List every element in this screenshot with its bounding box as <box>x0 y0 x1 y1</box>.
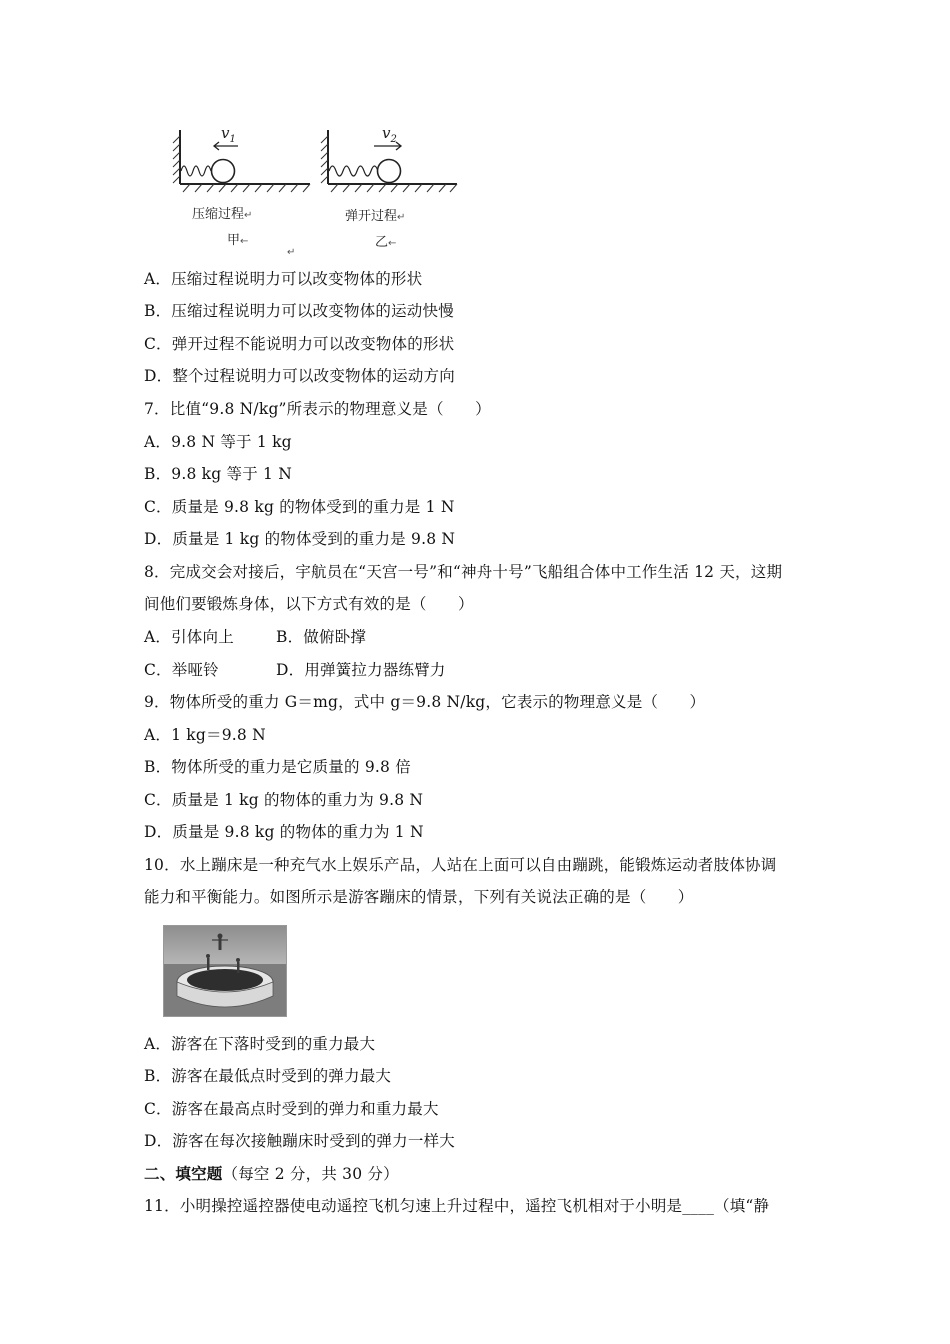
right-spring <box>329 166 378 176</box>
caption-jia: 甲← <box>227 233 249 248</box>
q10-option-a: A．游客在下落时受到的重力最大 <box>144 1035 376 1053</box>
q8-option-d: D．用弹簧拉力器练臂力 <box>276 661 446 679</box>
caption-compress: 压缩过程↵ <box>192 207 253 222</box>
q8-stem-line2: 间他们要锻炼身体，以下方式有效的是（ ） <box>144 595 474 613</box>
q9-option-a: A．1 kg＝9.8 N <box>144 726 266 744</box>
spring-figure <box>160 122 470 257</box>
caption-yi: 乙← <box>375 235 397 250</box>
q10-stem-line1: 10．水上蹦床是一种充气水上娱乐产品，人站在上面可以自由蹦跳，能锻炼运动者肢体协调 <box>144 856 777 874</box>
right-ball <box>378 160 401 183</box>
q6-option-b: B．压缩过程说明力可以改变物体的运动快慢 <box>144 302 454 320</box>
q7-option-c: C．质量是 9.8 kg 的物体受到的重力是 1 N <box>144 498 455 516</box>
q11-stem: 11．小明操控遥控器使电动遥控飞机匀速上升过程中，遥控飞机相对于小明是____（填“静 <box>144 1197 770 1215</box>
q7-option-d: D．质量是 1 kg 的物体受到的重力是 9.8 N <box>144 530 456 548</box>
q8-option-a: A．引体向上 <box>144 628 234 646</box>
q8-stem-line1: 8．完成交会对接后，宇航员在“天宫一号”和“神舟十号”飞船组合体中工作生活 12 天，这期 <box>144 563 783 581</box>
section2-title: 二、填空题 <box>144 1164 223 1183</box>
trampoline-mat <box>187 969 263 991</box>
caption-release: 弹开过程↵ <box>345 209 406 224</box>
q7-stem: 7．比值“9.8 N/kg”所表示的物理意义是（ ） <box>144 400 491 418</box>
q9-option-d: D．质量是 9.8 kg 的物体的重力为 1 N <box>144 823 424 841</box>
q7-option-b: B．9.8 kg 等于 1 N <box>144 465 292 483</box>
section2-heading <box>144 1164 399 1184</box>
q6-option-c: C．弹开过程不能说明力可以改变物体的形状 <box>144 335 455 353</box>
q10-stem-line2: 能力和平衡能力。如图所示是游客蹦床的情景，下列有关说法正确的是（ ） <box>144 888 694 906</box>
q8-option-c: C．举哑铃 <box>144 661 219 679</box>
q9-option-c: C．质量是 1 kg 的物体的重力为 9.8 N <box>144 791 424 809</box>
left-ball <box>212 160 235 183</box>
v2-label: $v_2$ <box>382 124 397 145</box>
q7-option-a: A．9.8 N 等于 1 kg <box>144 433 292 451</box>
q9-option-b: B．物体所受的重力是它质量的 9.8 倍 <box>144 758 411 776</box>
left-spring <box>181 166 211 176</box>
q10-option-b: B．游客在最低点时受到的弹力最大 <box>144 1067 392 1085</box>
q6-option-a: A．压缩过程说明力可以改变物体的形状 <box>144 270 423 288</box>
figure-return-mark: ↵ <box>287 247 296 258</box>
trampoline-photo <box>163 925 287 1017</box>
left-wall <box>180 130 310 184</box>
v1-label: $v_1$ <box>221 124 236 145</box>
q10-option-c: C．游客在最高点时受到的弹力和重力最大 <box>144 1100 439 1118</box>
q10-option-d: D．游客在每次接触蹦床时受到的弹力一样大 <box>144 1132 455 1150</box>
q6-option-d: D．整个过程说明力可以改变物体的运动方向 <box>144 367 455 385</box>
q9-stem: 9．物体所受的重力 G＝mg，式中 g＝9.8 N/kg，它表示的物理意义是（ ） <box>144 693 706 711</box>
section2-note: （每空 2 分，共 30 分） <box>222 1165 399 1183</box>
q8-option-b: B．做俯卧撑 <box>276 628 367 646</box>
